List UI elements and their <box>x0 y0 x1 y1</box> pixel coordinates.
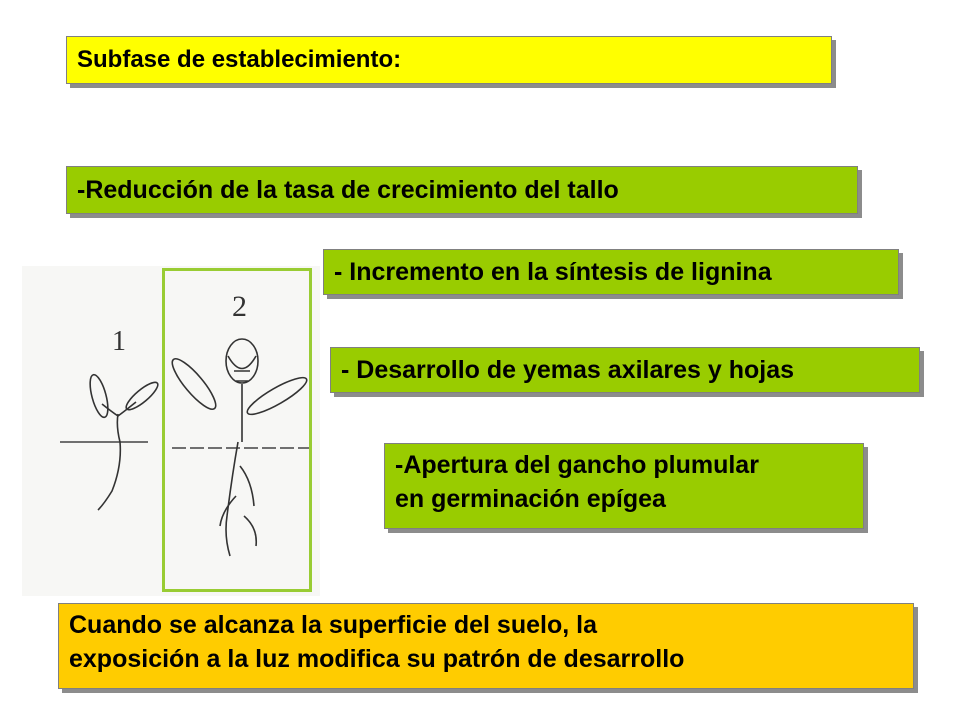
highlight-frame-seedling-2 <box>162 268 312 592</box>
slide-title-text: Subfase de establecimiento: <box>77 46 402 73</box>
conclusion-box <box>58 603 914 689</box>
point-plumular-hook <box>384 443 864 529</box>
figure-label-1: 1 <box>112 326 126 357</box>
point-stem-growth <box>66 166 858 214</box>
point-buds-leaves <box>330 347 920 393</box>
point-lignin-text: - Incremento en la síntesis de lignina <box>334 257 772 286</box>
figure-label-2: 2 <box>232 290 247 323</box>
conclusion-line2: exposición a la luz modifica su patrón de desarrollo <box>69 645 685 673</box>
point-plumular-hook-line1: -Apertura del gancho plumular <box>395 451 759 479</box>
point-plumular-hook-line2: en germinación epígea <box>395 485 666 513</box>
point-buds-leaves-text: - Desarrollo de yemas axilares y hojas <box>341 355 795 384</box>
point-lignin <box>323 249 899 295</box>
slide-title <box>66 36 832 84</box>
point-stem-growth-text: -Reducción de la tasa de crecimiento del tallo <box>77 175 619 204</box>
conclusion-line1: Cuando se alcanza la superficie del suelo, la <box>69 611 597 639</box>
